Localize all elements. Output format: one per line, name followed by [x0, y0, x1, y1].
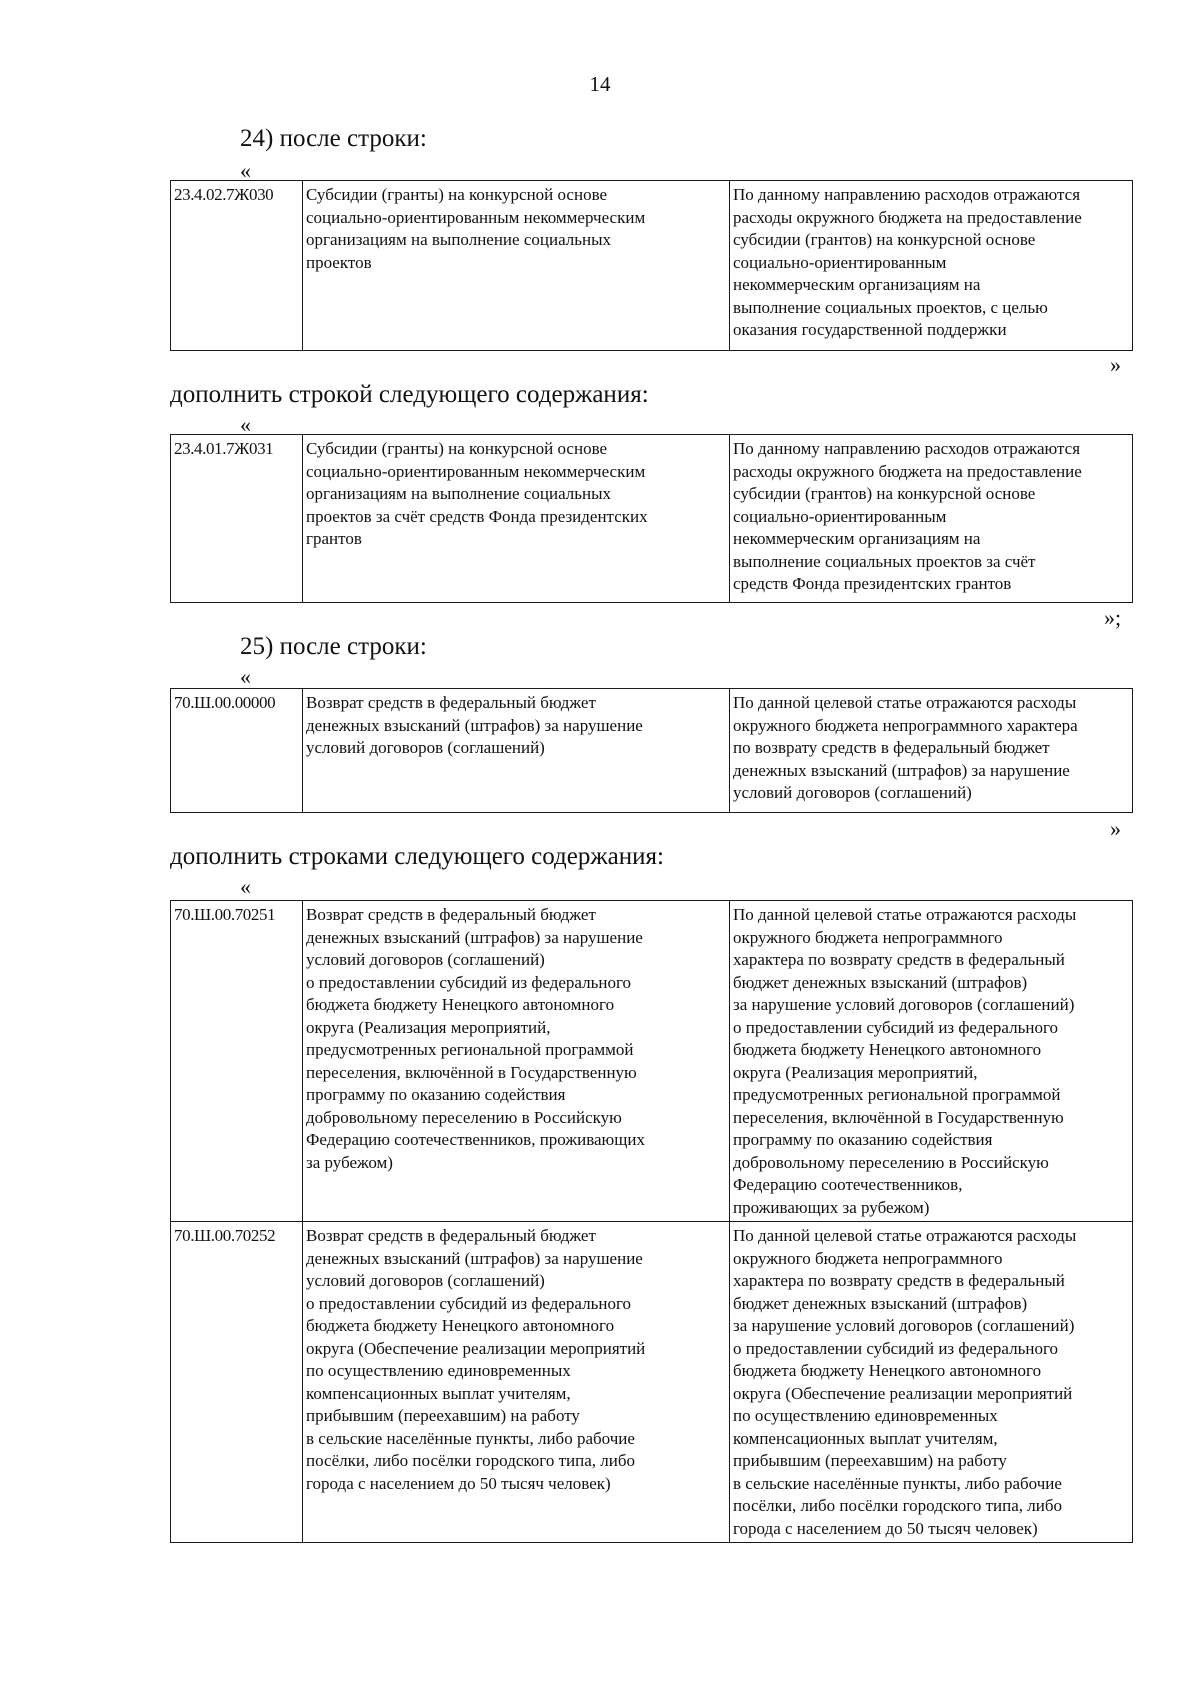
row-code: 70.Ш.00.70251	[171, 901, 303, 1222]
row-code: 70.Ш.00.00000	[171, 689, 303, 813]
row-description: По данной целевой статье отражаются расходы окружного бюджета непрограммного характера по возврату средств в федеральный бюджет денежных взысканий (штрафов) за нарушение условий договоров (соглашений) о предоставлении субсидий из федерального бюджета бюджету Ненецкого автономного округа (Обеспечение реализации мероприятий по осуществлению единовременных компенсационных выплат учителям, прибывшим (переехавшим) на работу в сельские населённые пункты, либо рабочие посёлки, либо посёлки городского типа, либо города с населением до 50 тысяч человек)	[730, 1222, 1133, 1543]
section-heading: 25) после строки:	[240, 633, 427, 660]
row-description: По данной целевой статье отражаются расходы окружного бюджета непрограммного характера по возврату средств в федеральный бюджет денежных взысканий (штрафов) за нарушение условий договоров (соглашений)	[730, 689, 1133, 813]
table-row	[171, 901, 1133, 1222]
open-quote: «	[240, 664, 251, 689]
budget-code-table	[170, 434, 1133, 603]
page-number: 14	[589, 72, 611, 96]
close-quote: »;	[1104, 605, 1122, 630]
row-code: 23.4.01.7Ж031	[171, 435, 303, 603]
open-quote: «	[240, 158, 251, 183]
row-name: Субсидии (гранты) на конкурсной основе социально-ориентированным некоммерческим организациям на выполнение социальных проектов	[303, 181, 730, 351]
close-quote: »	[1110, 352, 1121, 377]
table-row	[171, 181, 1133, 351]
row-description: По данному направлению расходов отражаются расходы окружного бюджета на предоставление субсидии (грантов) на конкурсной основе социально-ориентированным некоммерческим организациям на выполнение социальных проектов, с целью оказания государственной поддержки	[730, 181, 1133, 351]
table-row	[171, 1222, 1133, 1543]
table-row	[171, 689, 1133, 813]
open-quote: «	[240, 412, 251, 437]
row-name: Субсидии (гранты) на конкурсной основе социально-ориентированным некоммерческим организациям на выполнение социальных проектов за счёт средств Фонда президентских грантов	[303, 435, 730, 603]
budget-code-table	[170, 688, 1133, 813]
budget-code-table	[170, 180, 1133, 351]
row-code: 70.Ш.00.70252	[171, 1222, 303, 1543]
row-name: Возврат средств в федеральный бюджет денежных взысканий (штрафов) за нарушение условий договоров (соглашений) о предоставлении субсидий из федерального бюджета бюджету Ненецкого автономного округа (Реализация мероприятий, предусмотренных региональной программой переселения, включённой в Государственную программу по оказанию содействия добровольному переселению в Российскую Федерацию соотечественников, проживающих за рубежом)	[303, 901, 730, 1222]
table-row	[171, 435, 1133, 603]
row-code: 23.4.02.7Ж030	[171, 181, 303, 351]
close-quote: »	[1110, 816, 1121, 841]
row-description: По данному направлению расходов отражаются расходы окружного бюджета на предоставление субсидии (грантов) на конкурсной основе социально-ориентированным некоммерческим организациям на выполнение социальных проектов за счёт средств Фонда президентских грантов	[730, 435, 1133, 603]
section-heading: дополнить строками следующего содержания:	[170, 843, 664, 870]
section-heading: 24) после строки:	[240, 125, 427, 152]
open-quote: «	[240, 874, 251, 899]
row-description: По данной целевой статье отражаются расходы окружного бюджета непрограммного характера по возврату средств в федеральный бюджет денежных взысканий (штрафов) за нарушение условий договоров (соглашений) о предоставлении субсидий из федерального бюджета бюджету Ненецкого автономного округа (Реализация мероприятий, предусмотренных региональной программой переселения, включённой в Государственную программу по оказанию содействия добровольному переселению в Российскую Федерацию соотечественников, проживающих за рубежом)	[730, 901, 1133, 1222]
row-name: Возврат средств в федеральный бюджет денежных взысканий (штрафов) за нарушение условий договоров (соглашений) о предоставлении субсидий из федерального бюджета бюджету Ненецкого автономного округа (Обеспечение реализации мероприятий по осуществлению единовременных компенсационных выплат учителям, прибывшим (переехавшим) на работу в сельские населённые пункты, либо рабочие посёлки, либо посёлки городского типа, либо города с населением до 50 тысяч человек)	[303, 1222, 730, 1543]
row-name: Возврат средств в федеральный бюджет денежных взысканий (штрафов) за нарушение условий договоров (соглашений)	[303, 689, 730, 813]
budget-code-table	[170, 900, 1133, 1543]
section-heading: дополнить строкой следующего содержания:	[170, 381, 649, 408]
